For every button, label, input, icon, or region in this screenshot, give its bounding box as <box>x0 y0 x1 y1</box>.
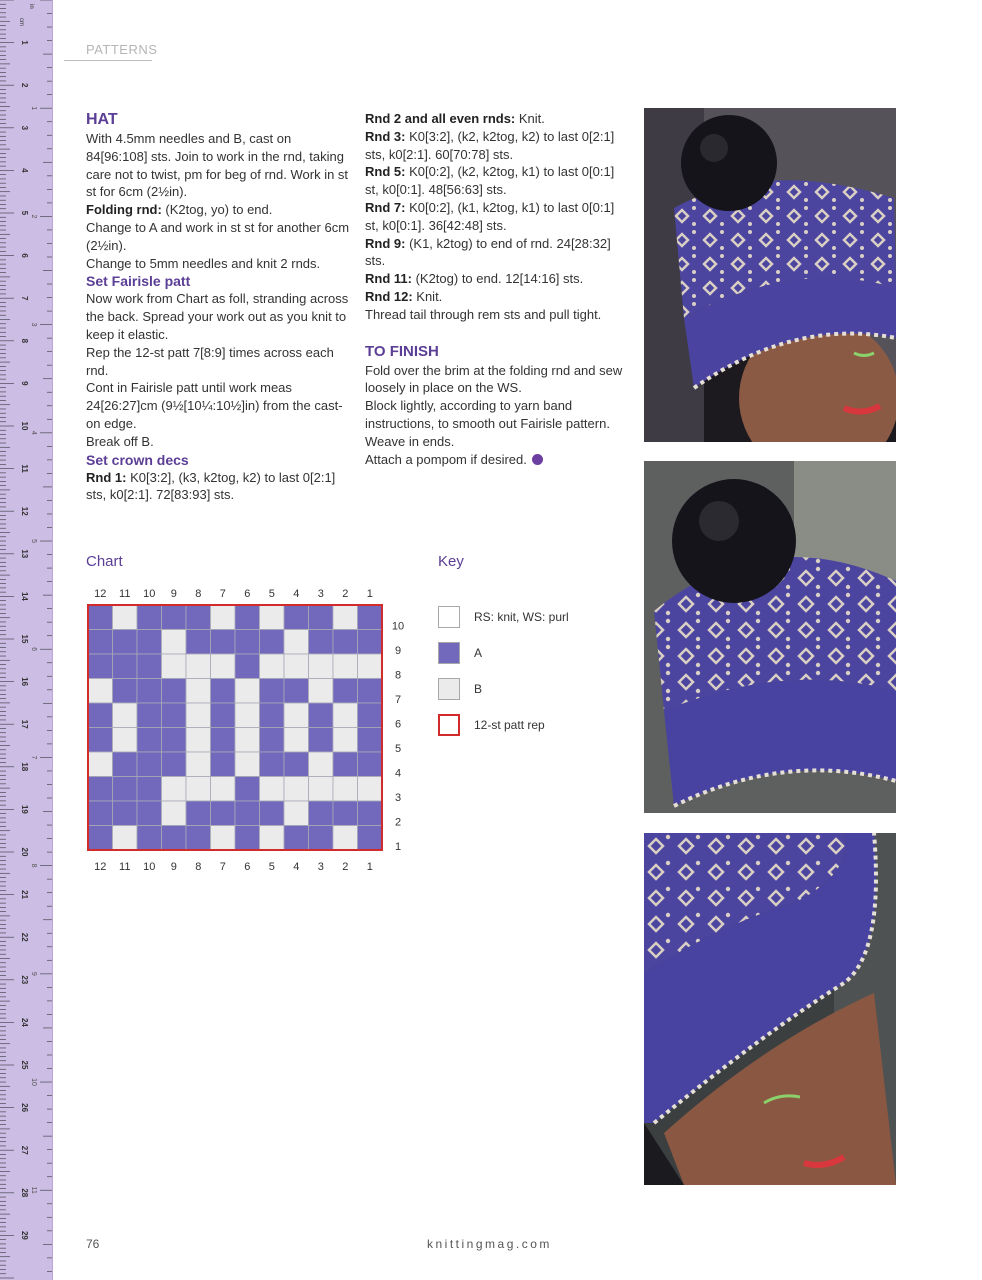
chart-cell <box>137 777 162 802</box>
chart-cell <box>358 679 383 704</box>
chart-row-label: 3 <box>394 791 402 804</box>
chart-title: Chart <box>86 553 123 570</box>
chart-cell <box>211 826 236 851</box>
chart-cell <box>260 752 285 777</box>
section-divider <box>64 60 152 61</box>
ruler-cm-number: 18 <box>20 762 29 772</box>
chart-cell <box>235 777 260 802</box>
chart-cell <box>186 777 211 802</box>
round-1-text: K0[3:2], (k3, k2tog, k2) to last 0[2:1] sts, k0[2:1]. 72[83:93] sts. <box>86 469 336 503</box>
chart-col-label-bottom: 12 <box>94 861 107 873</box>
ruler-cm-number: 9 <box>20 381 29 386</box>
round-11 <box>365 270 627 288</box>
chart-cell <box>260 654 285 679</box>
chart-col-label-top: 6 <box>244 588 251 600</box>
change-needles: Change to 5mm needles and knit 2 rnds. <box>86 255 321 271</box>
chart-cell <box>137 728 162 753</box>
chart-cell <box>186 605 211 630</box>
ruler-cm-number: 13 <box>20 549 29 559</box>
chart-col-label-top: 3 <box>317 588 324 600</box>
chart-row-label: 5 <box>394 742 402 755</box>
ruler-in-number: 2 <box>30 214 37 219</box>
chart-cell <box>162 605 187 630</box>
chart-col-label-bottom: 3 <box>317 861 324 873</box>
round-9-label: Rnd 9: <box>365 235 406 251</box>
site-url: knittingmag.com <box>427 1237 552 1251</box>
ruler-cm-number: 22 <box>20 932 29 942</box>
chart-cell <box>88 826 113 851</box>
section-label: PATTERNS <box>86 42 158 57</box>
fairisle-chart <box>80 580 420 880</box>
chart-cell <box>211 752 236 777</box>
chart-cell <box>137 654 162 679</box>
chart-cell <box>137 630 162 655</box>
key-swatch-b <box>438 678 460 700</box>
chart-cell <box>88 801 113 826</box>
round-9 <box>365 235 627 271</box>
chart-cell <box>284 630 309 655</box>
ruler-in-number: 4 <box>30 430 37 435</box>
chart-row-label: 10 <box>391 620 405 633</box>
chart-cell <box>358 630 383 655</box>
ruler-cm-number: 12 <box>20 506 29 516</box>
chart-cell <box>333 654 358 679</box>
hat-photo-3-image <box>644 833 896 1185</box>
ruler-cm-number: 20 <box>20 847 29 857</box>
chart-cell <box>309 777 334 802</box>
ruler-cm-number: 23 <box>20 975 29 985</box>
chart-cell <box>235 826 260 851</box>
chart-col-label-top: 5 <box>268 588 275 600</box>
chart-col-label-bottom: 4 <box>293 861 300 873</box>
chart-cell <box>113 679 138 704</box>
chart-cell <box>186 679 211 704</box>
chart-cell <box>162 777 187 802</box>
key-item-colour-a <box>438 640 482 666</box>
chart-cell <box>211 654 236 679</box>
round-12-label: Rnd 12: <box>365 288 413 304</box>
chart-cell <box>113 801 138 826</box>
chart-cell <box>333 826 358 851</box>
chart-cell <box>284 801 309 826</box>
chart-cell <box>358 654 383 679</box>
chart-cell <box>162 630 187 655</box>
chart-cell <box>186 630 211 655</box>
chart-cell <box>260 826 285 851</box>
round-3 <box>365 128 627 164</box>
chart-cell <box>211 777 236 802</box>
key-label: 12-st patt rep <box>474 718 545 732</box>
ruler-in-number: 8 <box>30 863 37 868</box>
chart-cell <box>137 752 162 777</box>
chart-cell <box>88 605 113 630</box>
hat-photo-1-image <box>644 108 896 442</box>
chart-cell <box>358 605 383 630</box>
ruler-in-number: 5 <box>30 539 37 543</box>
chart-cell <box>235 752 260 777</box>
ruler-in-number: 1 <box>30 106 37 111</box>
folding-round <box>86 201 351 219</box>
fairisle-step-4: Break off B. <box>86 433 154 449</box>
key-title: Key <box>438 553 464 570</box>
chart-cell <box>113 777 138 802</box>
chart-cell <box>162 679 187 704</box>
round-3-label: Rnd 3: <box>365 128 406 144</box>
measuring-ruler <box>0 0 53 1280</box>
ruler-cm-number: 11 <box>20 464 29 473</box>
ruler-cm-number: 1 <box>20 40 29 45</box>
chart-row-label: 1 <box>394 840 402 853</box>
chart-cell <box>211 728 236 753</box>
chart-cell <box>358 728 383 753</box>
folding-text: (K2tog, yo) to end. <box>161 202 273 218</box>
chart-col-label-bottom: 1 <box>366 861 373 873</box>
chart-cell <box>309 654 334 679</box>
ruler-in-number: 10 <box>30 1078 37 1086</box>
key-swatch-a <box>438 642 460 664</box>
chart-cell <box>333 752 358 777</box>
chart-cell <box>211 703 236 728</box>
chart-cell <box>211 801 236 826</box>
ruler-cm-number: 28 <box>20 1188 29 1198</box>
fairisle-step-3: Cont in Fairisle patt until work meas 24[26:27]cm (9½[10¼:10½]in) from the cast-on edge. <box>86 380 343 431</box>
key-swatch-repeat <box>438 714 460 736</box>
chart-cell <box>260 777 285 802</box>
chart-cell <box>309 703 334 728</box>
finish-heading: TO FINISH <box>365 342 439 360</box>
chart-cell <box>235 605 260 630</box>
ruler-in-number: 6 <box>30 647 37 652</box>
chart-cell <box>113 630 138 655</box>
chart-cell <box>333 777 358 802</box>
round-3-text: K0[3:2], (k2, k2tog, k2) to last 0[2:1] sts, k0[2:1]. 60[70:78] sts. <box>365 128 615 162</box>
chart-cell <box>186 801 211 826</box>
ruler-cm-number: 6 <box>20 253 29 258</box>
round-7-label: Rnd 7: <box>365 199 406 215</box>
chart-row-label: 2 <box>394 816 402 829</box>
chart-cell <box>186 728 211 753</box>
chart-cell <box>284 728 309 753</box>
ruler-cm-number: 7 <box>20 295 29 301</box>
chart-cell <box>186 654 211 679</box>
chart-cell <box>162 801 187 826</box>
chart-cell <box>284 826 309 851</box>
folding-label: Folding rnd: <box>86 202 162 218</box>
round-11-text: (K2tog) to end. 12[14:16] sts. <box>411 271 584 287</box>
ruler-cm-number: 14 <box>20 591 29 601</box>
chart-cell <box>88 777 113 802</box>
chart-col-label-bottom: 10 <box>143 861 156 873</box>
chart-cell <box>309 728 334 753</box>
chart-col-label-top: 12 <box>94 588 107 600</box>
chart-cell <box>211 605 236 630</box>
chart-col-label-bottom: 7 <box>219 861 226 873</box>
pattern-column-left <box>86 110 351 504</box>
chart-col-label-bottom: 8 <box>195 861 202 873</box>
chart-cell <box>137 703 162 728</box>
round-5-label: Rnd 5: <box>365 164 406 180</box>
hat-photo-3 <box>644 833 896 1185</box>
chart-cell <box>284 752 309 777</box>
chart-cell <box>186 752 211 777</box>
chart-cell <box>260 630 285 655</box>
ruler-in-number: 9 <box>30 971 37 976</box>
chart-cell <box>235 654 260 679</box>
ruler-in-number: 7 <box>30 755 37 760</box>
hat-instructions: With 4.5mm needles and B, cast on 84[96:108] sts. Join to work in the rnd, taking care not to twist, pm for beg of rnd. Work in st st for 6cm (2½in). <box>86 131 349 200</box>
thread-tail: Thread tail through rem sts and pull tight. <box>365 306 602 322</box>
chart-cell <box>358 826 383 851</box>
round-7 <box>365 199 627 235</box>
ruler-cm-number: 24 <box>20 1017 29 1027</box>
chart-col-label-bottom: 9 <box>170 861 177 873</box>
ruler-cm-number: 4 <box>20 168 29 173</box>
chart-cell <box>309 605 334 630</box>
chart-cell <box>88 630 113 655</box>
key-label: B <box>474 682 483 696</box>
chart-cell <box>358 777 383 802</box>
chart-cell <box>162 654 187 679</box>
chart-cell <box>284 679 309 704</box>
chart-cell <box>88 752 113 777</box>
key-item-colour-b <box>438 676 482 702</box>
chart-cell <box>137 801 162 826</box>
chart-cell <box>186 703 211 728</box>
round-5 <box>365 163 627 199</box>
chart-cell <box>284 654 309 679</box>
chart-cell <box>284 703 309 728</box>
chart-col-label-top: 4 <box>293 588 300 600</box>
chart-cell <box>162 728 187 753</box>
chart-cell <box>333 679 358 704</box>
spacer <box>365 324 627 342</box>
chart-cell <box>284 605 309 630</box>
chart-cell <box>113 728 138 753</box>
round-2-text: Knit. <box>515 111 545 126</box>
chart-cell <box>309 752 334 777</box>
yarn-ball-icon <box>532 454 543 465</box>
chart-col-label-bottom: 11 <box>119 861 131 873</box>
chart-cell <box>260 728 285 753</box>
chart-cell <box>211 679 236 704</box>
chart-col-label-top: 1 <box>366 588 373 600</box>
ruler-cm-number: 27 <box>20 1145 29 1155</box>
change-yarn-a: Change to A and work in st st for another 6cm (2½in). <box>86 219 350 253</box>
chart-cell <box>260 679 285 704</box>
chart-col-label-top: 8 <box>195 588 202 600</box>
chart-cell <box>88 703 113 728</box>
chart-cell <box>358 752 383 777</box>
chart-cell <box>333 728 358 753</box>
fairisle-step-1: Now work from Chart as foll, stranding across the back. Spread your work out as you knit to keep it elastic. <box>86 291 349 342</box>
ruler-cm-number: 10 <box>20 421 29 431</box>
hat-photo-2-image <box>644 461 896 813</box>
chart-cell <box>333 703 358 728</box>
chart-cell <box>88 654 113 679</box>
ruler-in-unit: in <box>28 4 34 9</box>
ruler-in-number: 11 <box>30 1186 37 1194</box>
chart-cell <box>284 777 309 802</box>
chart-cell <box>260 801 285 826</box>
chart-cell <box>333 801 358 826</box>
fairisle-heading: Set Fairisle patt <box>86 273 191 290</box>
chart-cell <box>137 826 162 851</box>
chart-cell <box>235 801 260 826</box>
chart-col-label-bottom: 5 <box>268 861 275 873</box>
round-5-text: K0[0:2], (k2, k2tog, k1) to last 0[0:1] st, k0[0:1]. 48[56:63] sts. <box>365 164 615 198</box>
chart-row-label: 9 <box>394 644 402 657</box>
round-1 <box>86 469 351 505</box>
round-11-label: Rnd 11: <box>365 271 412 287</box>
ruler-cm-number: 16 <box>20 677 29 687</box>
chart-cell <box>260 605 285 630</box>
finish-step-3-text: Attach a pompom if desired. <box>365 451 527 467</box>
chart-col-label-top: 11 <box>119 588 131 600</box>
ruler-cm-number: 2 <box>20 82 29 88</box>
ruler-cm-number: 26 <box>20 1103 29 1113</box>
chart-cell <box>333 605 358 630</box>
chart-col-label-bottom: 2 <box>342 861 349 873</box>
hat-heading: HAT <box>86 111 118 128</box>
ruler-cm-number: 25 <box>20 1060 29 1070</box>
key-label: A <box>474 646 483 660</box>
key-label: RS: knit, WS: purl <box>474 610 569 624</box>
chart-cell <box>235 679 260 704</box>
round-12 <box>365 288 627 306</box>
chart-col-label-top: 7 <box>219 588 226 600</box>
crown-decs-heading: Set crown decs <box>86 451 189 468</box>
chart-cell <box>88 679 113 704</box>
chart-row-label: 4 <box>394 767 402 780</box>
finish-step-3 <box>365 451 627 469</box>
chart-cell <box>309 630 334 655</box>
chart-col-label-bottom: 6 <box>244 861 251 873</box>
chart-cell <box>186 826 211 851</box>
ruler-cm-number: 21 <box>20 890 29 900</box>
chart-cell <box>211 630 236 655</box>
chart-cell <box>162 826 187 851</box>
chart-cell <box>88 728 113 753</box>
chart-cell <box>137 605 162 630</box>
chart-cell <box>162 752 187 777</box>
key-swatch-white <box>438 606 460 628</box>
hat-photo-2 <box>644 461 896 813</box>
key-item-pattern-repeat <box>438 712 545 738</box>
pattern-column-middle <box>365 110 627 468</box>
chart-cell <box>235 728 260 753</box>
chart-cell <box>113 654 138 679</box>
round-9-text: (K1, k2tog) to end of rnd. 24[28:32] sts. <box>365 235 611 269</box>
key-item-knit-purl <box>438 604 569 630</box>
chart-cell <box>358 801 383 826</box>
chart-cell <box>235 703 260 728</box>
chart-col-label-top: 9 <box>170 588 177 600</box>
ruler-cm-number: 8 <box>20 338 29 344</box>
chart-col-label-top: 10 <box>143 588 156 600</box>
chart-cell <box>309 826 334 851</box>
ruler-cm-number: 3 <box>20 125 29 131</box>
chart-cell <box>309 801 334 826</box>
chart-row-label: 7 <box>394 693 402 706</box>
chart-cell <box>162 703 187 728</box>
chart-row-label: 8 <box>394 669 402 682</box>
chart-cell <box>113 826 138 851</box>
chart-cell <box>260 703 285 728</box>
chart-cell <box>137 679 162 704</box>
round-2-label: Rnd 2 and all even rnds: <box>365 111 516 126</box>
finish-step-2: Block lightly, according to yarn band instructions, to smooth out Fairisle pattern. Weave in ends. <box>365 398 610 449</box>
round-1-label: Rnd 1: <box>86 469 127 485</box>
ruler-in-number: 3 <box>30 322 37 327</box>
ruler-cm-number: 15 <box>20 634 29 644</box>
round-12-text: Knit. <box>412 288 443 304</box>
chart-cell <box>235 630 260 655</box>
fairisle-step-2: Rep the 12-st patt 7[8:9] times across each rnd. <box>86 344 334 378</box>
chart-cell <box>113 752 138 777</box>
finish-step-1: Fold over the brim at the folding rnd and sew loosely in place on the WS. <box>365 362 623 396</box>
ruler-cm-number: 17 <box>20 719 29 729</box>
chart-cell <box>113 703 138 728</box>
ruler-cm-number: 5 <box>20 210 29 216</box>
ruler-cm-number: 19 <box>20 804 29 814</box>
chart-row-label: 6 <box>394 718 402 731</box>
round-2 <box>365 110 627 128</box>
hat-photo-1 <box>644 108 896 442</box>
chart-cell <box>113 605 138 630</box>
ruler-ticks <box>0 0 52 1280</box>
ruler-cm-unit: cm <box>18 18 24 26</box>
round-7-text: K0[0:2], (k1, k2tog, k1) to last 0[0:1] st, k0[0:1]. 36[42:48] sts. <box>365 199 615 233</box>
chart-cell <box>309 679 334 704</box>
ruler-cm-number: 29 <box>20 1230 29 1240</box>
page-number: 76 <box>86 1237 100 1251</box>
chart-cell <box>333 630 358 655</box>
chart-cell <box>358 703 383 728</box>
chart-col-label-top: 2 <box>342 588 349 600</box>
